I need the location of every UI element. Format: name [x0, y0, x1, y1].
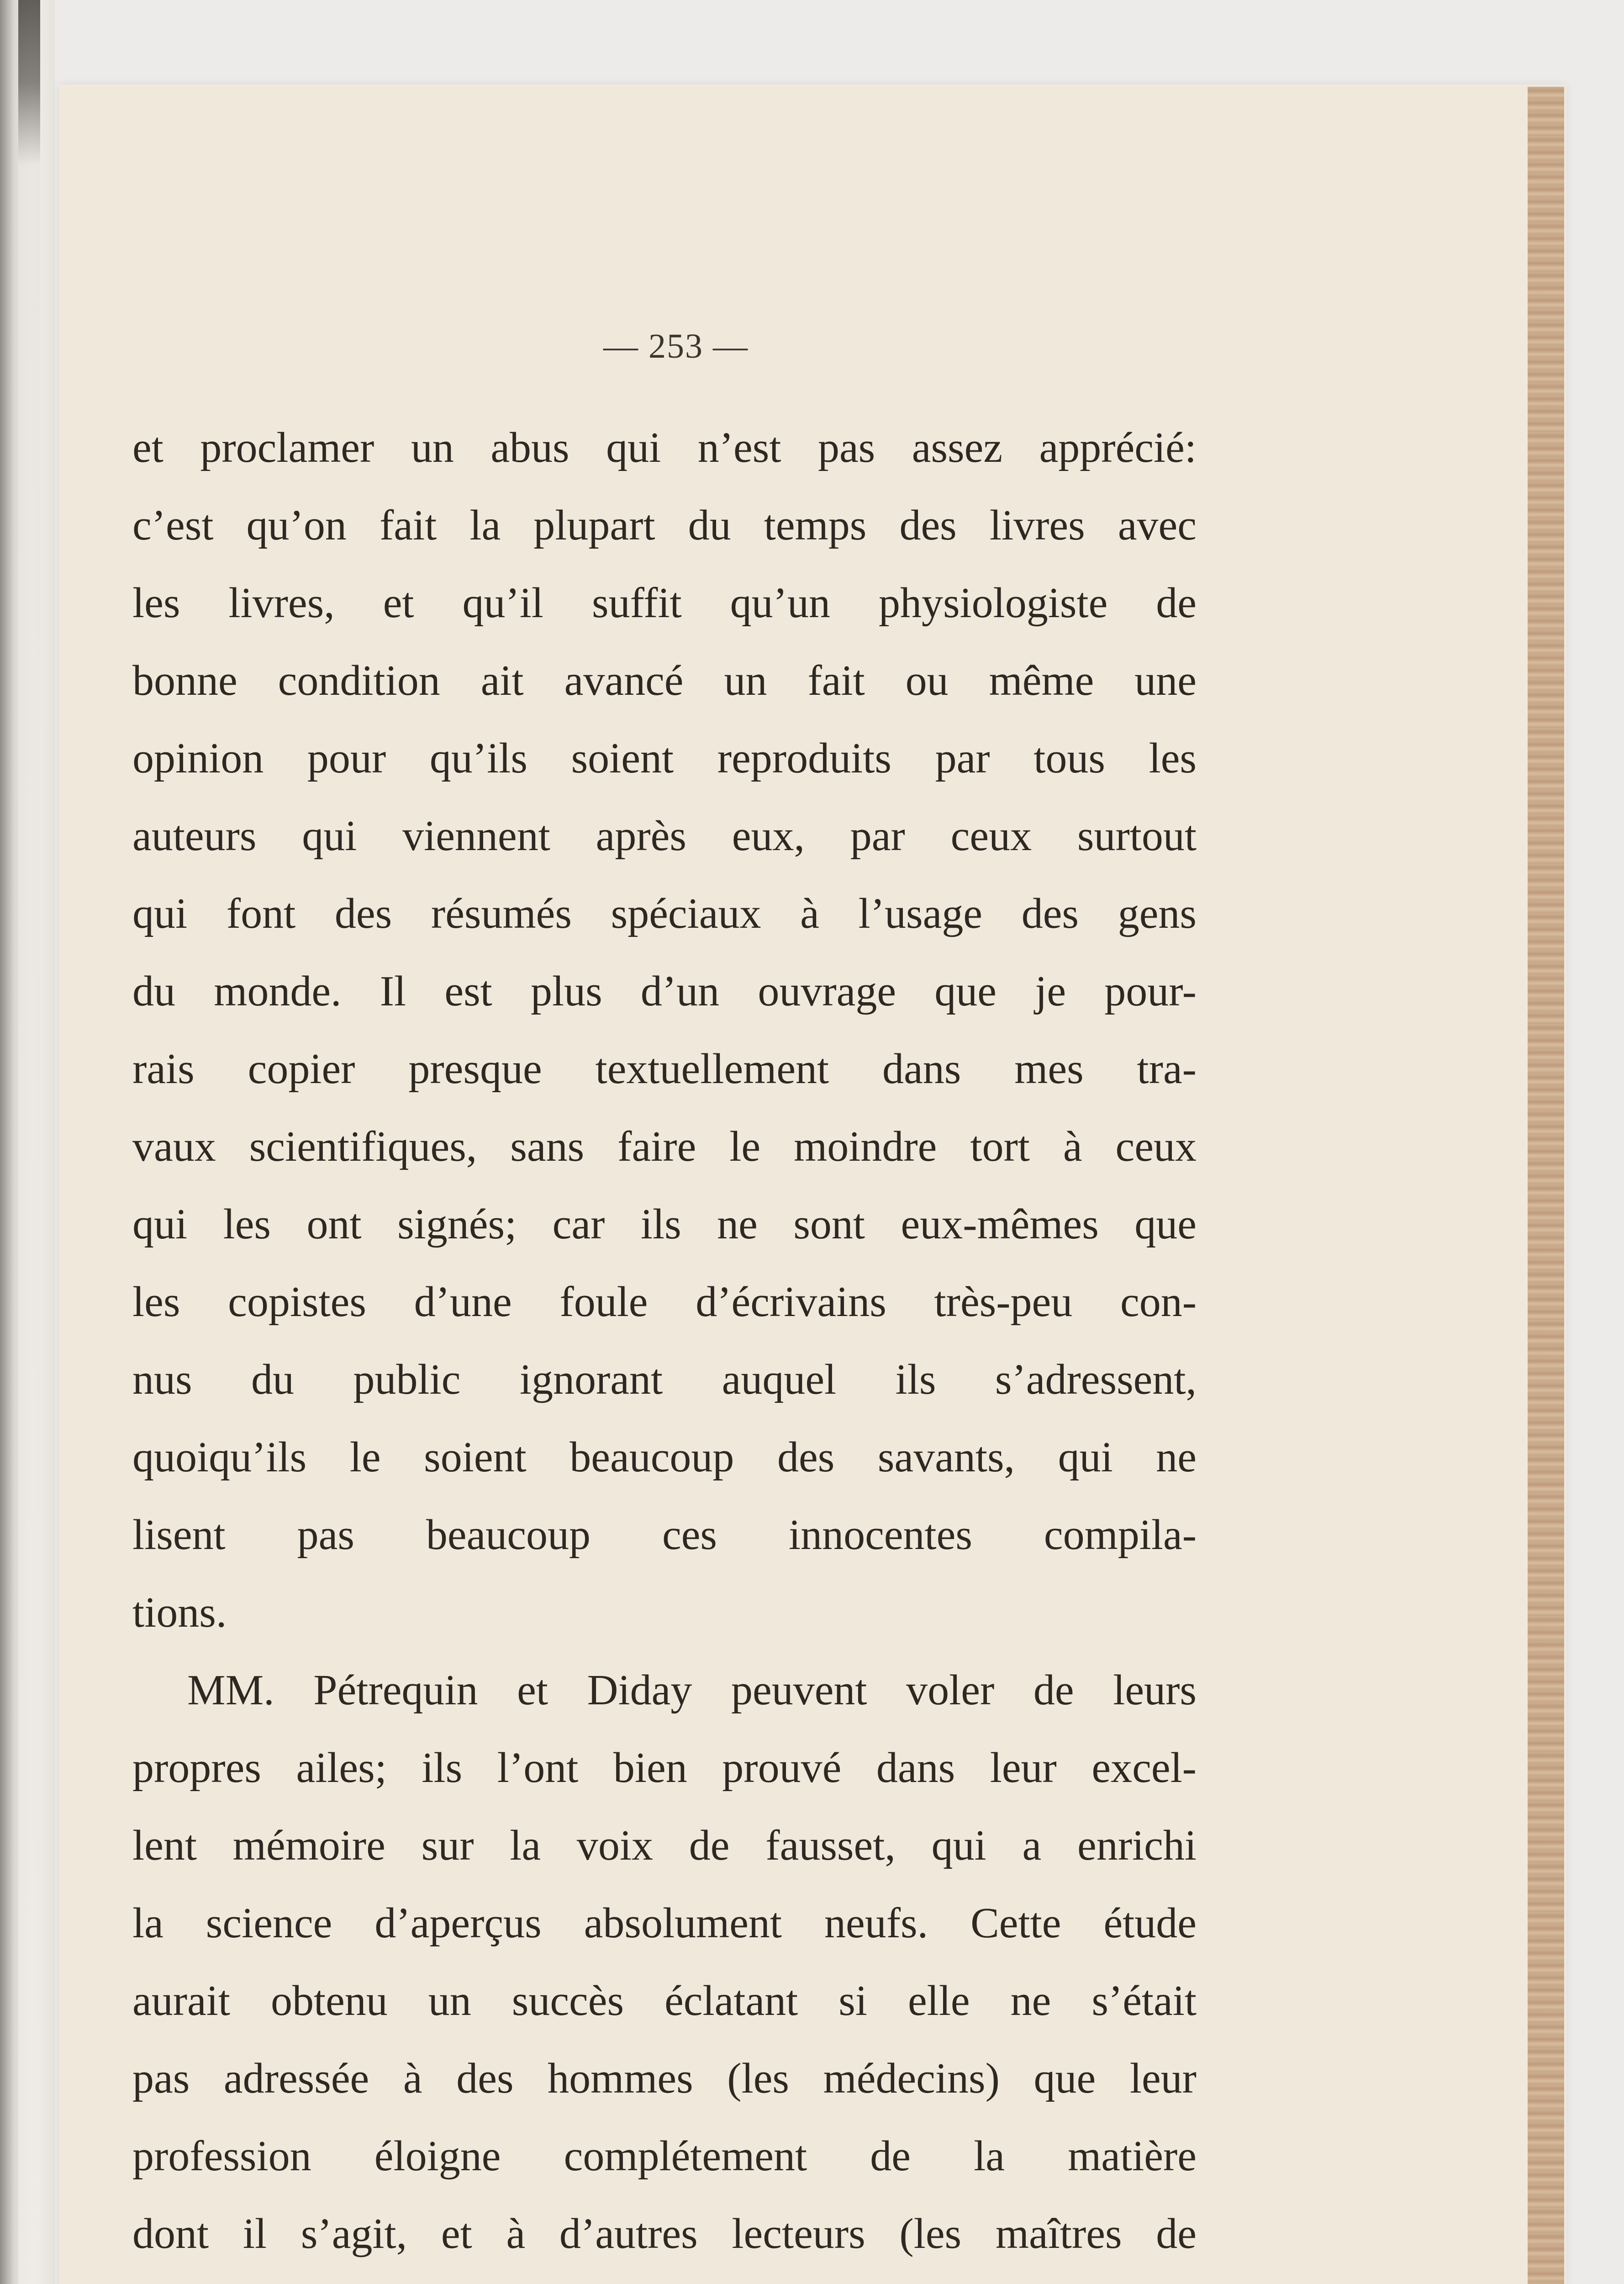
text-line: pas adressée à des hommes (les médecins) que leur — [132, 2055, 1197, 2102]
text-line: bonne condition ait avancé un fait ou même une — [132, 657, 1197, 704]
text-line: auteurs qui viennent après eux, par ceux surtout — [132, 812, 1197, 860]
text-line: profession éloigne complétement de la matière — [132, 2132, 1197, 2180]
text-line: du monde. Il est plus d’un ouvrage que je pour- — [132, 968, 1197, 1015]
text-line: c’est qu’on fait la plupart du temps des livres avec — [132, 502, 1197, 549]
text-line: nus du public ignorant auquel ils s’adressent, — [132, 1356, 1197, 1403]
text-line: qui font des résumés spéciaux à l’usage des gens — [132, 890, 1197, 937]
text-line: les livres, et qu’il suffit qu’un physiologiste de — [132, 579, 1197, 627]
text-line: aurait obtenu un succès éclatant si elle ne s’était — [132, 1977, 1197, 2025]
binding-edge — [18, 0, 40, 2284]
text-line: quoiqu’ils le soient beaucoup des savants, qui ne — [132, 1433, 1197, 1481]
page-edge — [1528, 87, 1564, 2284]
text-line: qui les ont signés; car ils ne sont eux-mêmes que — [132, 1200, 1197, 1248]
text-line: MM. Pétrequin et Diday peuvent voler de leurs — [187, 1666, 1197, 1714]
text-line: vaux scientifiques, sans faire le moindre tort à ceux — [132, 1123, 1197, 1170]
text-line: les copistes d’une foule d’écrivains très-peu con- — [132, 1278, 1197, 1326]
text-line: la science d’aperçus absolument neufs. Cette étude — [132, 1899, 1197, 1947]
text-line: propres ailes; ils l’ont bien prouvé dans leur excel- — [132, 1744, 1197, 1792]
body-text — [132, 409, 1197, 2284]
text-line: dont il s’agit, et à d’autres lecteurs (les maîtres de — [132, 2210, 1197, 2258]
text-line: lisent pas beaucoup ces innocentes compila- — [132, 1511, 1197, 1559]
text-line — [132, 2273, 1197, 2284]
page-number: — 253 — — [603, 327, 749, 365]
text-line: et proclamer un abus qui n’est pas assez apprécié: — [132, 424, 1197, 471]
text-line: rais copier presque textuellement dans mes tra- — [132, 1045, 1197, 1093]
text-line: tions. — [132, 1589, 227, 1636]
text-line: lent mémoire sur la voix de fausset, qui a enrichi — [132, 1822, 1197, 1869]
text-line: opinion pour qu’ils soient reproduits par tous les — [132, 735, 1197, 782]
